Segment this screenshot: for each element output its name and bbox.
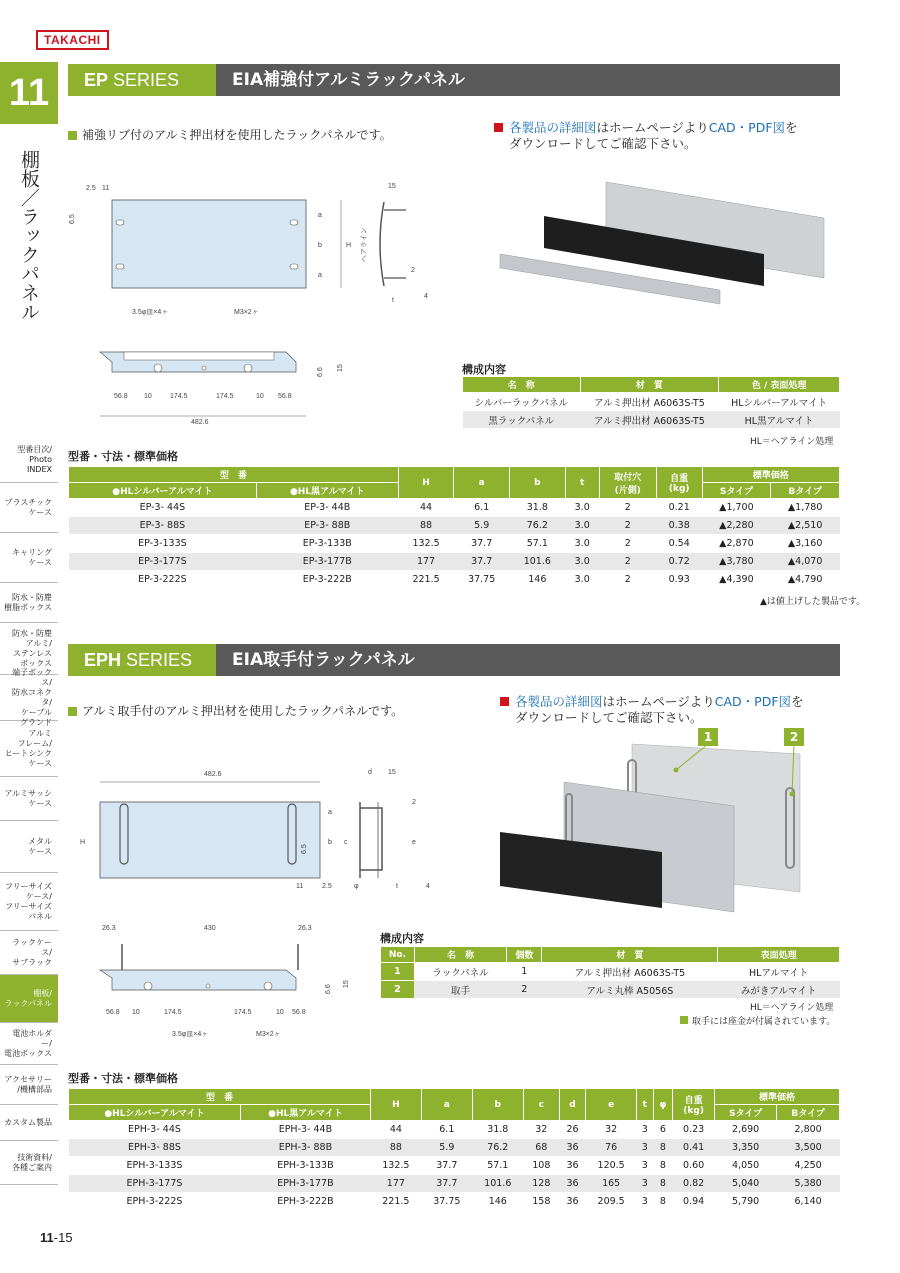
table-cell: 146: [472, 1193, 523, 1211]
eph-dim-25: 2.5: [322, 883, 332, 890]
eph-hole-label: 3.5φ皿×4ヶ: [172, 1031, 209, 1038]
table-cell: EPH-3- 88B: [240, 1139, 370, 1157]
ep-h-silver: ●HLシルバーアルマイト: [69, 483, 257, 499]
ep-h-t: t: [565, 467, 599, 499]
table-cell: EP-3- 88S: [69, 517, 257, 535]
table-cell: 2: [599, 553, 656, 571]
table-cell: 101.6: [472, 1175, 523, 1193]
table-cell: 32: [586, 1121, 637, 1139]
eph-series-code: EPH SERIES: [68, 644, 216, 676]
table-cell: EP-3-133B: [256, 535, 398, 553]
ep-dim-25: 2.5: [86, 185, 96, 192]
ep-dim-a-top: a: [318, 212, 322, 219]
ep-series-code: EP SERIES: [68, 64, 216, 96]
table-cell: EPH-3- 88S: [69, 1139, 241, 1157]
eph-dim-top3: 26.3: [298, 925, 312, 932]
table-cell: 76.2: [472, 1139, 523, 1157]
ep-h-model: 型 番: [69, 467, 399, 483]
table-row: [69, 553, 840, 571]
table-cell: アルミ押出材 A6063S-T5: [580, 411, 719, 429]
table-cell: 2: [599, 499, 656, 517]
ep-dim-4: 4: [424, 293, 428, 300]
table-cell: 8: [653, 1139, 673, 1157]
table-cell: 5,790: [715, 1193, 777, 1211]
ep-dim-b: b: [318, 242, 322, 249]
eph-dim-top1: 26.3: [102, 925, 116, 932]
table-cell: 165: [586, 1175, 637, 1193]
table-cell: 68: [523, 1139, 559, 1157]
sidenav-item[interactable]: プラスチック ケース: [0, 483, 58, 533]
brand-logo: TAKACHI: [36, 30, 109, 50]
table-cell: 57.1: [472, 1157, 523, 1175]
eph-technical-drawing: [66, 764, 446, 1042]
eph-h-weight: 自重 (kg): [673, 1089, 715, 1121]
eph-h-b: b: [472, 1089, 523, 1121]
table-cell: 76.2: [510, 517, 566, 535]
ep-series-header: [68, 64, 840, 96]
table-cell: EP-3- 44B: [256, 499, 398, 517]
table-cell: ▲2,510: [771, 517, 840, 535]
eph-dim-s1: 6.6: [325, 984, 332, 994]
eph-spec-table: [68, 1088, 840, 1211]
eph-h-silver: ●HLシルバーアルマイト: [69, 1105, 241, 1121]
eph-dim-top2: 430: [204, 925, 216, 932]
eph-dim-t: t: [396, 883, 398, 890]
ep-technical-drawing: [66, 172, 446, 432]
table-cell: EP-3-222S: [69, 571, 257, 589]
green-square-icon: [680, 1016, 688, 1024]
table-cell: 3: [637, 1175, 653, 1193]
eph-h-s: Sタイプ: [715, 1105, 777, 1121]
table-cell: 2: [507, 981, 542, 999]
table-row: [381, 981, 840, 999]
ep-dim-s2: 15: [337, 364, 344, 372]
table-cell: 37.75: [454, 571, 510, 589]
sidenav-item[interactable]: 防水・防塵 樹脂ボックス: [0, 583, 58, 623]
sidenav-item[interactable]: アクセサリー /機構部品: [0, 1065, 58, 1105]
table-cell: EP-3-222B: [256, 571, 398, 589]
table-cell: 8: [653, 1193, 673, 1211]
table-cell: みがきアルマイト: [718, 981, 840, 999]
eph-h-black: ●HL黒アルマイト: [240, 1105, 370, 1121]
table-cell: ▲4,790: [771, 571, 840, 589]
table-cell: 31.8: [510, 499, 566, 517]
ep-h-a: a: [454, 467, 510, 499]
table-cell: 146: [510, 571, 566, 589]
ep-screw-label: M3×2ヶ: [234, 309, 259, 316]
ep-dim-b5: 10: [256, 393, 264, 400]
table-cell: HLシルバーアルマイト: [719, 393, 840, 411]
callout-1: 1: [698, 728, 718, 746]
table-cell: 221.5: [370, 1193, 421, 1211]
table-cell: HL黒アルマイト: [719, 411, 840, 429]
eph-dim-b: b: [328, 839, 332, 846]
sidenav-item[interactable]: 技術資料/ 各種ご案内: [0, 1141, 58, 1185]
sidenav-item[interactable]: キャリング ケース: [0, 533, 58, 583]
table-cell: 36: [559, 1193, 585, 1211]
eph-dim-b3: 174.5: [164, 1009, 182, 1016]
sidenav-item[interactable]: 防水・防塵 アルミ/ ステンレス ボックス: [0, 623, 58, 675]
table-cell: 44: [398, 499, 454, 517]
table-cell: 37.7: [421, 1157, 472, 1175]
eph-composition-title: 構成内容: [380, 932, 424, 945]
table-row: [69, 535, 840, 553]
table-cell: EPH-3- 44S: [69, 1121, 241, 1139]
table-cell: EPH-3-222B: [240, 1193, 370, 1211]
table-cell: 0.82: [673, 1175, 715, 1193]
table-row: [69, 1121, 840, 1139]
ep-product-photo: [494, 178, 840, 338]
ep-composition-table: [462, 376, 840, 429]
eph-dim-b2: 10: [132, 1009, 140, 1016]
eph-h-model: 型 番: [69, 1089, 371, 1105]
eph-dim-2: 2: [412, 799, 416, 806]
eph-h-t: t: [637, 1089, 653, 1121]
ep-dim-65: 6.5: [69, 214, 76, 224]
table-cell: アルミ押出材 A6063S-T5: [542, 963, 718, 981]
table-cell: 5,380: [777, 1175, 840, 1193]
table-cell: 3.0: [565, 535, 599, 553]
table-cell: 3,350: [715, 1139, 777, 1157]
table-cell: 2,800: [777, 1121, 840, 1139]
ep-h-holes: 取付穴 (片側): [599, 467, 656, 499]
eph-h-btype: Bタイプ: [777, 1105, 840, 1121]
eph-handle-note: 取手には座金が付属されています。: [680, 1014, 835, 1027]
chapter-name: 棚板／ラックパネル: [18, 150, 40, 321]
table-cell: 0.21: [656, 499, 702, 517]
eph-dim-c: c: [344, 839, 348, 846]
sidenav-item[interactable]: 型番目次/ Photo INDEX: [0, 437, 58, 483]
eph-dim-b6: 56.8: [292, 1009, 306, 1016]
eph-dim-phi: φ: [354, 883, 359, 890]
eph-dim-a: a: [328, 809, 332, 816]
table-cell: 132.5: [370, 1157, 421, 1175]
eph-h-phi: φ: [653, 1089, 673, 1121]
table-cell: EP-3- 88B: [256, 517, 398, 535]
table-cell: ▲2,280: [702, 517, 771, 535]
eph-h-c: c: [523, 1089, 559, 1121]
column-header: 個数: [507, 947, 542, 963]
table-cell: 3: [637, 1139, 653, 1157]
table-cell: 108: [523, 1157, 559, 1175]
table-row: [463, 411, 840, 429]
ep-dim-15: 15: [388, 183, 396, 190]
sidenav-item[interactable]: 電池ホルダー/ 電池ボックス: [0, 1023, 58, 1065]
table-row: [463, 393, 840, 411]
ep-h-price: 標準価格: [702, 467, 839, 483]
table-row: [69, 571, 840, 589]
table-cell: 0.60: [673, 1157, 715, 1175]
table-cell: EPH-3-133B: [240, 1157, 370, 1175]
table-cell: 5.9: [454, 517, 510, 535]
table-cell: ラックパネル: [414, 963, 506, 981]
sidenav-item[interactable]: 棚板/ ラックパネル: [0, 975, 58, 1023]
ep-h-H: H: [398, 467, 454, 499]
table-cell: 88: [398, 517, 454, 535]
eph-series-title: EIA取手付ラックパネル: [216, 644, 840, 676]
eph-table-title: 型番・寸法・標準価格: [68, 1072, 178, 1085]
sidenav-item[interactable]: ラックケース/ サブラック: [0, 931, 58, 975]
table-cell: 26: [559, 1121, 585, 1139]
table-cell: ▲1,780: [771, 499, 840, 517]
table-cell: 209.5: [586, 1193, 637, 1211]
eph-description: アルミ取手付のアルミ押出材を使用したラックパネルです。: [68, 702, 403, 719]
ep-h-btype: Bタイプ: [771, 483, 840, 499]
table-cell: ▲2,870: [702, 535, 771, 553]
table-cell: アルミ丸棒 A5056S: [542, 981, 718, 999]
table-cell: ▲4,390: [702, 571, 771, 589]
eph-download-note: 各製品の詳細図はホームページよりCAD・PDF図を ダウンロードしてご確認下さい。: [500, 694, 804, 726]
eph-dim-b5: 10: [276, 1009, 284, 1016]
eph-dim-65: 6.5: [301, 844, 308, 854]
ep-hairline-label: ヘアライン: [361, 227, 368, 262]
ep-dim-2: 2: [411, 267, 415, 274]
table-cell: 31.8: [472, 1121, 523, 1139]
ep-dim-b4: 174.5: [216, 393, 234, 400]
ep-dim-11: 11: [102, 185, 110, 192]
ep-download-note: 各製品の詳細図はホームページよりCAD・PDF図を ダウンロードしてご確認下さい。: [494, 120, 798, 152]
table-cell: 3.0: [565, 499, 599, 517]
eph-dim-d: d: [368, 769, 372, 776]
table-cell: 0.23: [673, 1121, 715, 1139]
eph-dim-b4: 174.5: [234, 1009, 252, 1016]
table-cell: 1: [507, 963, 542, 981]
table-cell: 36: [559, 1175, 585, 1193]
eph-h-H: H: [370, 1089, 421, 1121]
eph-dim-15: 15: [388, 769, 396, 776]
chapter-number: 11: [0, 62, 58, 124]
sidenav-item[interactable]: カスタム製品: [0, 1105, 58, 1141]
table-cell: 5.9: [421, 1139, 472, 1157]
table-cell: 132.5: [398, 535, 454, 553]
ep-price-note: ▲は値上げした製品です。: [760, 597, 866, 607]
ep-h-weight: 自重 (kg): [656, 467, 702, 499]
table-cell: 57.1: [510, 535, 566, 553]
table-cell: 3,500: [777, 1139, 840, 1157]
eph-h-price: 標準価格: [715, 1089, 840, 1105]
table-row: [69, 499, 840, 517]
table-cell: 37.75: [421, 1193, 472, 1211]
eph-screw-label: M3×2ヶ: [256, 1031, 281, 1038]
table-cell: EPH-3-222S: [69, 1193, 241, 1211]
ep-dim-b3: 174.5: [170, 393, 188, 400]
table-cell: 120.5: [586, 1157, 637, 1175]
ep-h-black: ●HL黒アルマイト: [256, 483, 398, 499]
table-cell: 0.54: [656, 535, 702, 553]
eph-dim-s2: 15: [343, 980, 350, 988]
ep-dim-b2: 10: [144, 393, 152, 400]
table-cell: 2: [381, 981, 415, 999]
table-cell: 0.38: [656, 517, 702, 535]
eph-dim-H: H: [80, 839, 86, 846]
table-cell: ▲1,700: [702, 499, 771, 517]
table-cell: 36: [559, 1139, 585, 1157]
table-cell: 37.7: [421, 1175, 472, 1193]
table-cell: 177: [398, 553, 454, 571]
eph-product-photo: [494, 726, 840, 916]
table-cell: EPH-3-177B: [240, 1175, 370, 1193]
ep-dim-total: 482.6: [191, 419, 209, 426]
red-square-icon: [494, 123, 503, 132]
eph-dim-width: 482.6: [204, 771, 222, 778]
sidenav-item[interactable]: フリーサイズ ケース/ フリーサイズ パネル: [0, 873, 58, 931]
table-cell: 黒ラックパネル: [463, 411, 581, 429]
ep-composition-title: 構成内容: [462, 363, 506, 376]
column-header: 名 称: [463, 377, 581, 393]
sidenav-item[interactable]: メタル ケース: [0, 821, 58, 873]
ep-dim-s1: 6.6: [317, 367, 324, 377]
column-header: 色 / 表面処理: [719, 377, 840, 393]
table-cell: 37.7: [454, 553, 510, 571]
table-cell: 128: [523, 1175, 559, 1193]
table-cell: 6,140: [777, 1193, 840, 1211]
eph-dim-e: e: [412, 839, 416, 846]
column-header: 表面処理: [718, 947, 840, 963]
table-cell: 8: [653, 1157, 673, 1175]
table-cell: EP-3- 44S: [69, 499, 257, 517]
eph-dim-11: 11: [296, 883, 304, 890]
eph-h-d: d: [559, 1089, 585, 1121]
callout-2: 2: [784, 728, 804, 746]
table-cell: 5,040: [715, 1175, 777, 1193]
eph-composition-note: HL＝ヘアライン処理: [750, 1003, 834, 1013]
table-cell: 3: [637, 1121, 653, 1139]
table-row: [69, 1193, 840, 1211]
table-cell: 6: [653, 1121, 673, 1139]
eph-dim-b1: 56.8: [106, 1009, 120, 1016]
table-cell: EP-3-133S: [69, 535, 257, 553]
ep-dim-a-bot: a: [318, 272, 322, 279]
eph-composition-table: [380, 946, 840, 999]
table-cell: 3: [637, 1157, 653, 1175]
eph-dim-4: 4: [426, 883, 430, 890]
table-cell: 177: [370, 1175, 421, 1193]
table-cell: 3: [637, 1193, 653, 1211]
table-cell: 2,690: [715, 1121, 777, 1139]
table-cell: 0.93: [656, 571, 702, 589]
table-cell: 3.0: [565, 571, 599, 589]
table-cell: 1: [381, 963, 415, 981]
ep-dim-t: t: [392, 297, 394, 304]
sidenav-item[interactable]: 端子ボックス/ 防水コネクタ/ ケーブル グランド: [0, 675, 58, 721]
table-cell: 76: [586, 1139, 637, 1157]
table-cell: 32: [523, 1121, 559, 1139]
table-cell: EPH-3- 44B: [240, 1121, 370, 1139]
table-cell: 158: [523, 1193, 559, 1211]
page-number: 11-15: [40, 1230, 73, 1245]
ep-series-title: EIA補強付アルミラックパネル: [216, 64, 840, 96]
table-cell: 0.41: [673, 1139, 715, 1157]
eph-series-header: [68, 644, 840, 676]
table-cell: 3.0: [565, 553, 599, 571]
table-cell: 88: [370, 1139, 421, 1157]
ep-h-s: Sタイプ: [702, 483, 771, 499]
table-row: [69, 1157, 840, 1175]
ep-dim-b1: 56.8: [114, 393, 128, 400]
table-cell: EPH-3-177S: [69, 1175, 241, 1193]
ep-dim-b6: 56.8: [278, 393, 292, 400]
table-cell: シルバーラックパネル: [463, 393, 581, 411]
ep-table-title: 型番・寸法・標準価格: [68, 450, 178, 463]
table-row: [69, 517, 840, 535]
table-cell: 44: [370, 1121, 421, 1139]
ep-hole-label: 3.5φ皿×4ヶ: [132, 309, 169, 316]
table-cell: 221.5: [398, 571, 454, 589]
column-header: 名 称: [414, 947, 506, 963]
table-cell: 2: [599, 571, 656, 589]
table-cell: 36: [559, 1157, 585, 1175]
sidenav-item[interactable]: アルミサッシ ケース: [0, 777, 58, 821]
red-square-icon: [500, 697, 509, 706]
table-cell: 0.72: [656, 553, 702, 571]
table-cell: HLアルマイト: [718, 963, 840, 981]
table-cell: 6.1: [421, 1121, 472, 1139]
ep-composition-note: HL＝ヘアライン処理: [750, 437, 834, 447]
table-cell: ▲3,160: [771, 535, 840, 553]
table-cell: 0.94: [673, 1193, 715, 1211]
table-cell: 取手: [414, 981, 506, 999]
table-cell: アルミ押出材 A6063S-T5: [580, 393, 719, 411]
table-cell: 6.1: [454, 499, 510, 517]
table-cell: EP-3-177B: [256, 553, 398, 571]
table-row: [381, 963, 840, 981]
ep-dim-H: H: [346, 242, 352, 249]
table-cell: 101.6: [510, 553, 566, 571]
eph-h-a: a: [421, 1089, 472, 1121]
table-cell: 37.7: [454, 535, 510, 553]
column-header: 材 質: [580, 377, 719, 393]
column-header: 材 質: [542, 947, 718, 963]
table-cell: ▲4,070: [771, 553, 840, 571]
sidenav-item[interactable]: アルミ フレーム/ ヒートシンク ケース: [0, 721, 58, 777]
table-cell: EPH-3-133S: [69, 1157, 241, 1175]
column-header: No.: [381, 947, 415, 963]
table-cell: 8: [653, 1175, 673, 1193]
table-row: [69, 1139, 840, 1157]
table-cell: ▲3,780: [702, 553, 771, 571]
table-cell: 2: [599, 535, 656, 553]
table-cell: 4,050: [715, 1157, 777, 1175]
ep-spec-table: [68, 466, 840, 589]
table-cell: 2: [599, 517, 656, 535]
eph-h-e: e: [586, 1089, 637, 1121]
table-row: [69, 1175, 840, 1193]
table-cell: 3.0: [565, 517, 599, 535]
ep-description: 補強リブ付のアルミ押出材を使用したラックパネルです。: [68, 126, 392, 143]
table-cell: EP-3-177S: [69, 553, 257, 571]
ep-h-b: b: [510, 467, 566, 499]
side-navigation: [0, 437, 58, 1185]
table-cell: 4,250: [777, 1157, 840, 1175]
